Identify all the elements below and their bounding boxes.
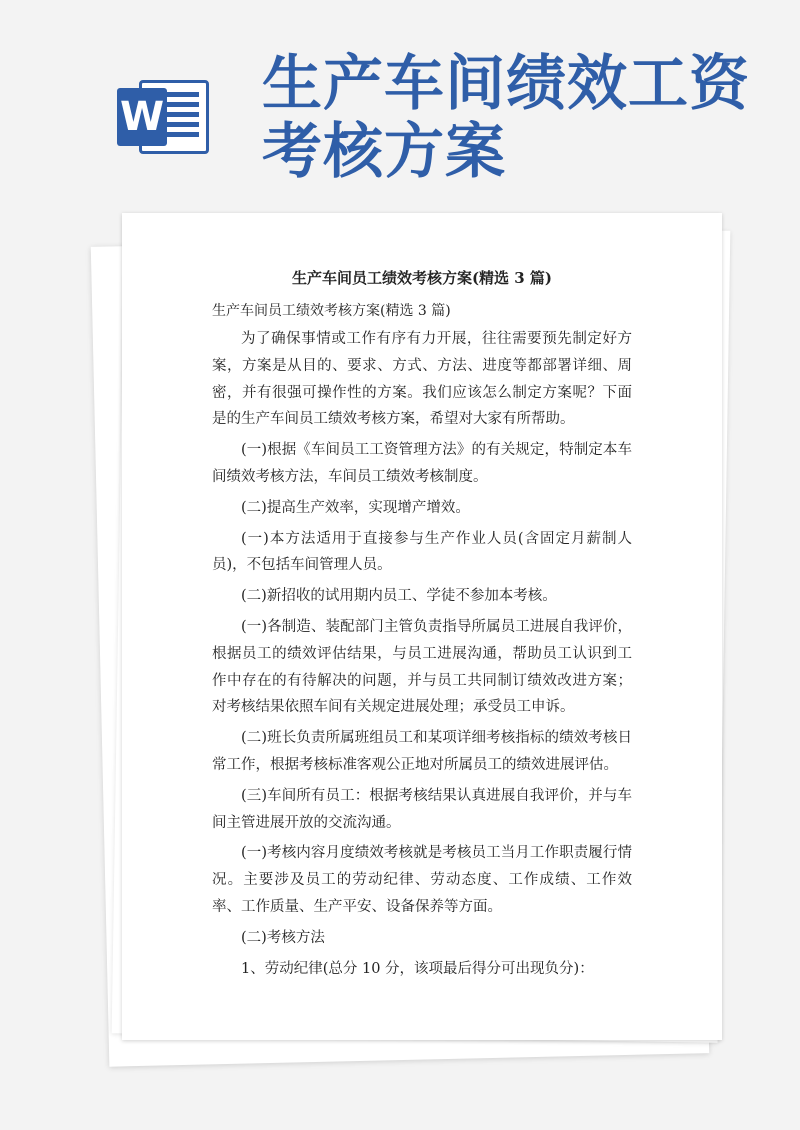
word-document-icon — [105, 72, 215, 160]
paragraph: (三)车间所有员工：根据考核结果认真进展自我评价，并与车间主管进展开放的交流沟通。 — [212, 787, 632, 831]
banner-title: 生产车间绩效工资考核方案 — [262, 49, 750, 187]
paragraph: (一)考核内容月度绩效考核就是考核员工当月工作职责履行情况。主要涉及员工的劳动纪律、劳动态度、工作成绩、工作效率、工作质量、生产平安、设备保养等方面。 — [212, 845, 632, 915]
paragraph-intro: 为了确保事情或工作有序有力开展，往往需要预先制定好方案，方案是从目的、要求、方式、方法、进度等都部署详细、周密，并有很强可操作性的方案。我们应该怎么制定方案呢？下面是的生产车间员工绩效考核方案，希望对大家有所帮助。 — [212, 331, 632, 428]
paragraph: (二)班长负责所属班组员工和某项详细考核指标的绩效考核日常工作，根据考核标准客观公正地对所属员工的绩效进展评估。 — [212, 730, 632, 773]
paragraph: (一)根据《车间员工工资管理方法》的有关规定，特制定本车间绩效考核方法，车间员工绩效考核制度。 — [212, 442, 632, 485]
paragraph: (二)新招收的试用期内员工、学徒不参加本考核。 — [241, 588, 557, 605]
document-subtitle: 生产车间员工绩效考核方案(精选 3 篇) — [212, 303, 451, 319]
paragraph: (一)各制造、装配部门主管负责指导所属员工进展自我评价，根据员工的绩效评估结果，与员工进展沟通，帮助员工认识到工作中存在的有待解决的问题，并与员工共同制订绩效改进方案；对考核结果依照车间有关规定进展处理；承受员工申诉。 — [212, 618, 632, 716]
banner — [0, 0, 800, 200]
paragraph: (一)本方法适用于直接参与生产作业人员(含固定月薪制人员)，不包括车间管理人员。 — [212, 530, 632, 574]
document-page — [122, 213, 722, 1040]
paragraph: (二)考核方法 — [241, 929, 325, 946]
paragraph: (二)提高生产效率，实现增产增效。 — [241, 499, 470, 516]
word-logo-badge: W — [117, 88, 167, 146]
document-title: 生产车间员工绩效考核方案(精选 3 篇) — [291, 269, 553, 287]
paragraph: 1、劳动纪律(总分 10 分，该项最后得分可出现负分)： — [241, 960, 594, 977]
